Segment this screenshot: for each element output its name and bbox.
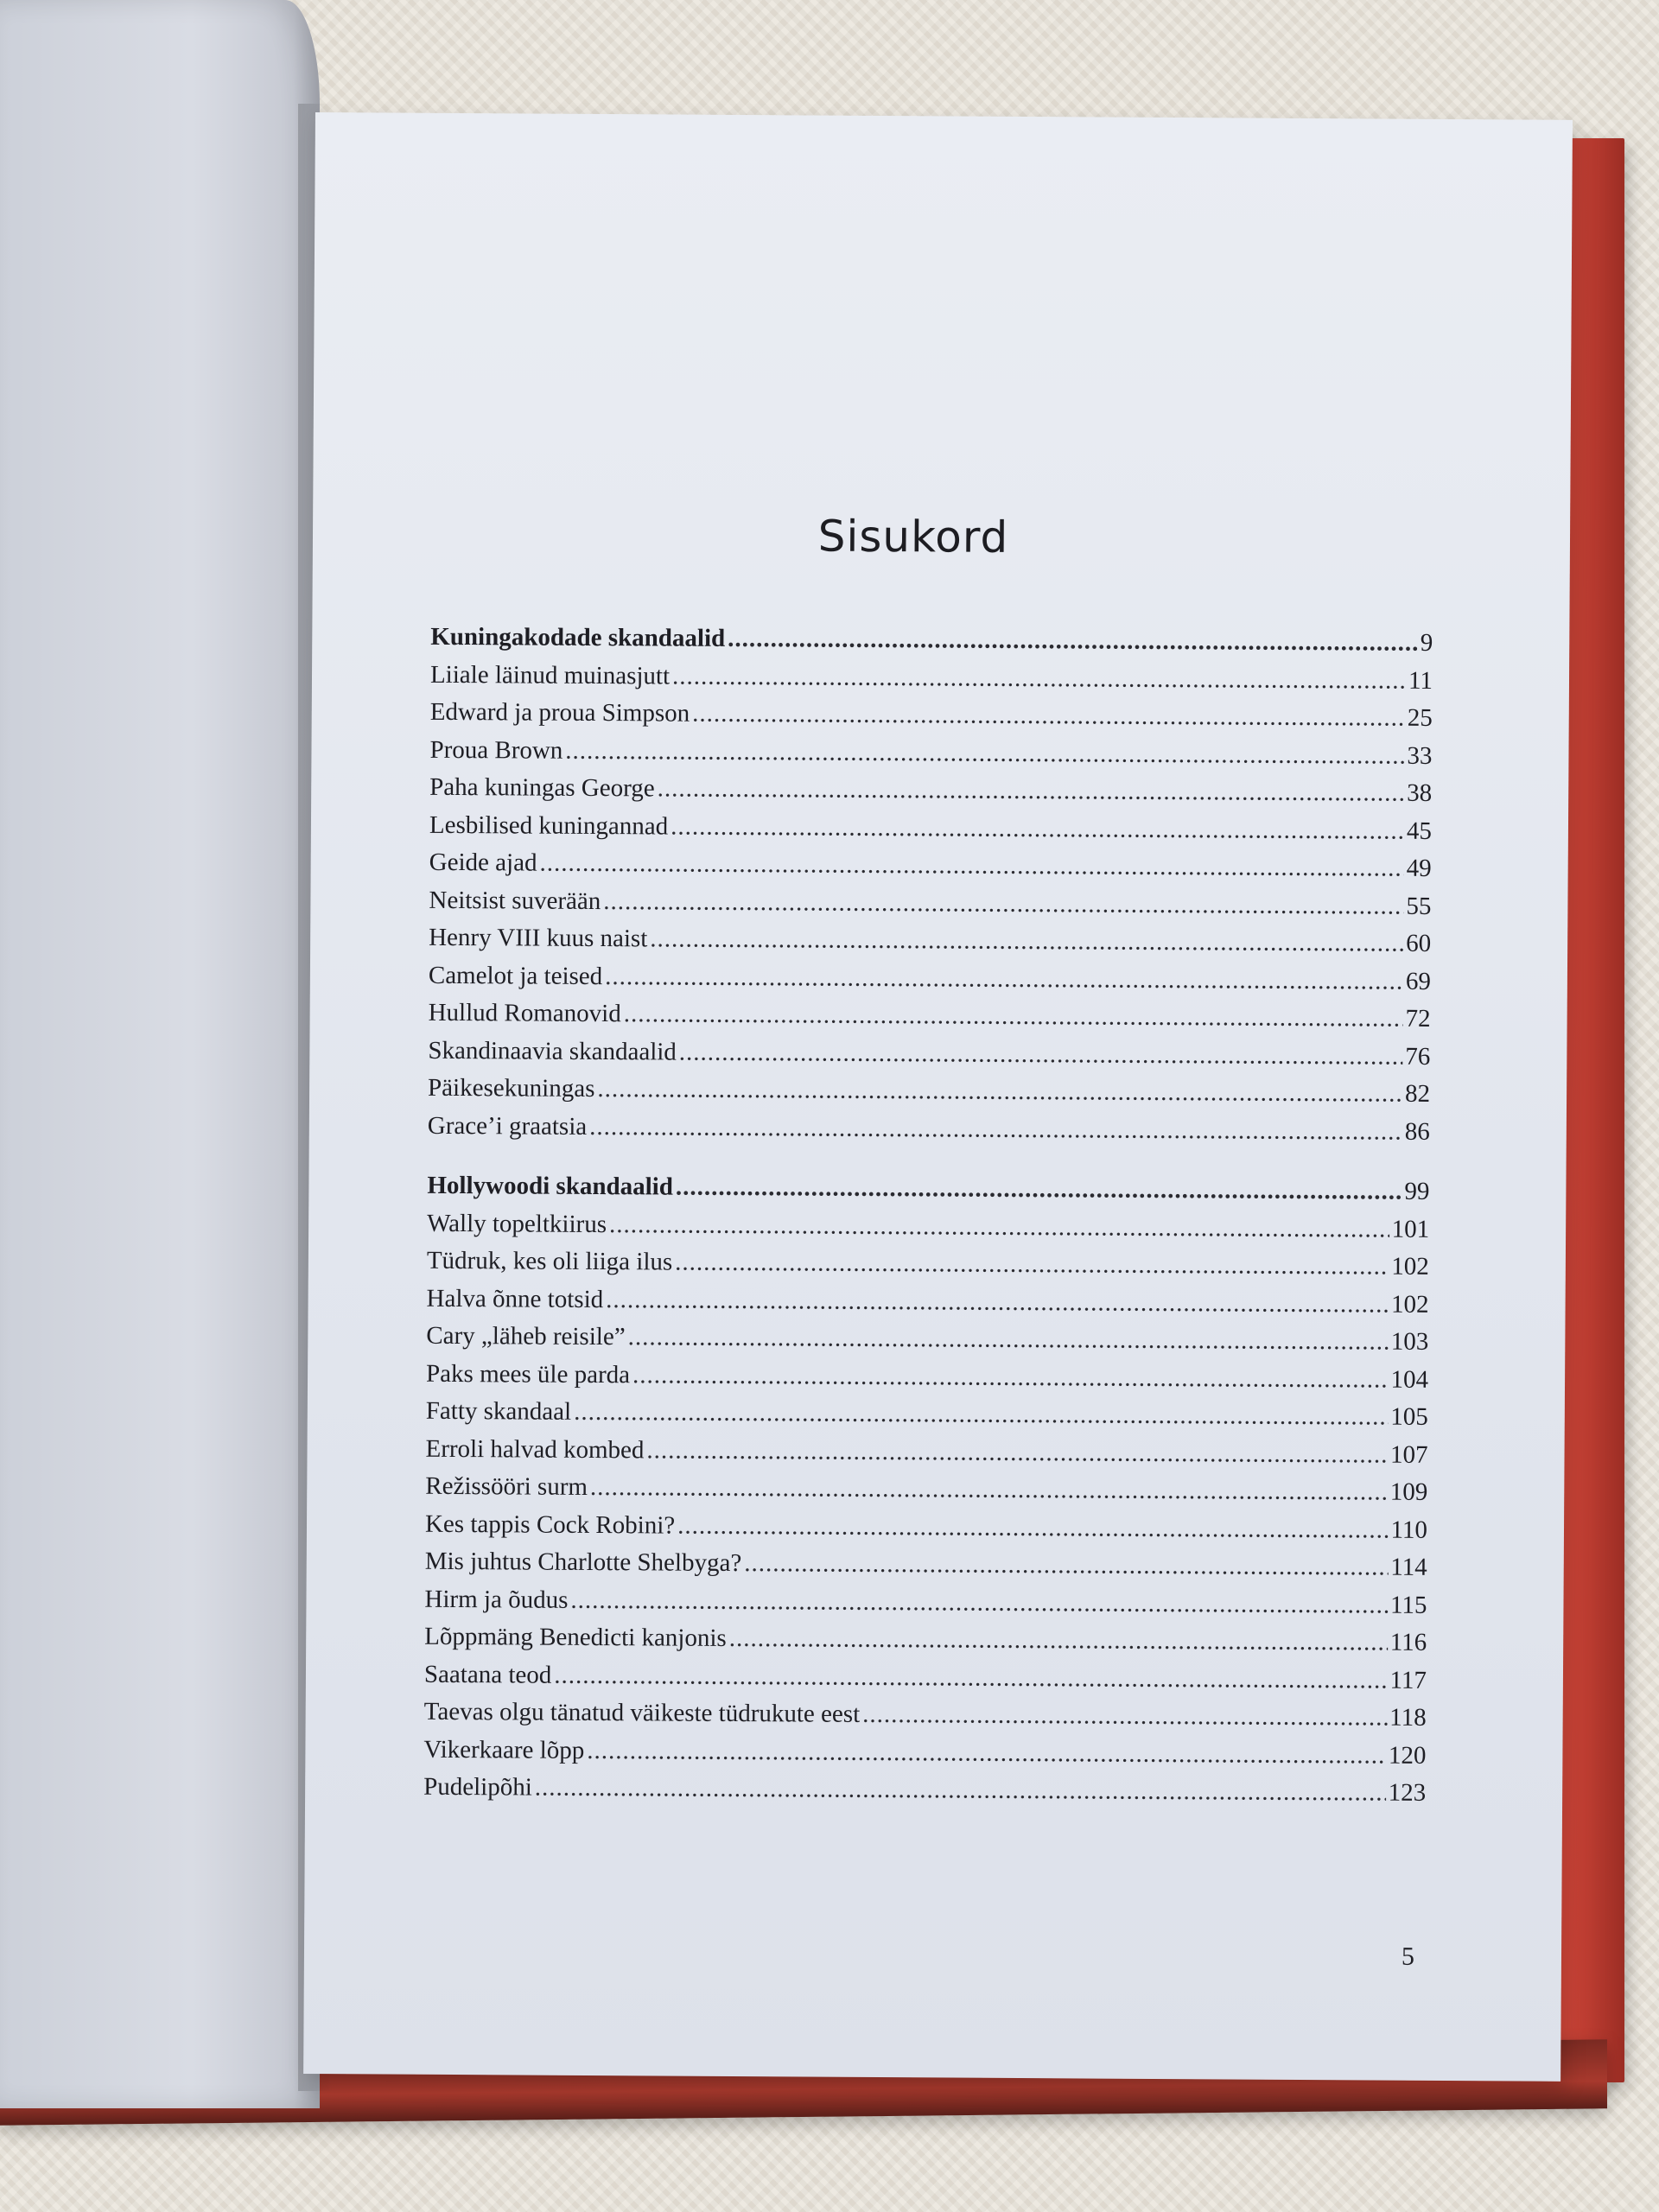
toc-entry-title: Kes tappis Cock Robini? xyxy=(424,1510,676,1540)
toc-entry-page: 11 xyxy=(1408,666,1433,695)
toc-entry xyxy=(430,656,1433,700)
leader-dots xyxy=(744,1545,1388,1586)
leader-dots xyxy=(587,1732,1386,1774)
toc-entry-page: 123 xyxy=(1388,1778,1427,1807)
toc-entry xyxy=(425,1543,1427,1587)
toc-entry-page: 49 xyxy=(1406,854,1432,882)
toc-entry-title: Halva õnne totsid xyxy=(426,1284,604,1313)
leader-dots xyxy=(574,1394,1388,1436)
toc-entry-page: 82 xyxy=(1404,1079,1431,1108)
toc-entry-title: Grace’i graatsia xyxy=(427,1111,588,1141)
leader-dots xyxy=(632,1357,1389,1399)
toc-entry-title: Vikerkaare lõpp xyxy=(423,1735,585,1764)
leader-dots xyxy=(554,1656,1387,1699)
toc-entry xyxy=(424,1656,1427,1700)
toc-entry-page: 101 xyxy=(1391,1215,1430,1243)
leader-dots xyxy=(672,658,1406,700)
toc-entry-page: 115 xyxy=(1389,1591,1427,1619)
toc-entry-title: Paks mees üle parda xyxy=(425,1359,631,1389)
toc-entry-page: 102 xyxy=(1391,1252,1429,1281)
leader-dots xyxy=(603,883,1403,925)
toc-entry-title: Cary „läheb reisile” xyxy=(426,1321,626,1351)
toc-section xyxy=(423,1167,1429,1813)
toc-entry-title: Liiale läinud muinasjutt xyxy=(429,660,671,690)
toc-entry-title: Neitsist suverään xyxy=(429,886,601,915)
toc-entry-title: Hirm ja õudus xyxy=(424,1585,569,1614)
toc-entry-page: 25 xyxy=(1407,703,1433,732)
toc-entry xyxy=(429,769,1432,813)
toc-entry-page: 99 xyxy=(1404,1177,1430,1205)
toc-entry-page: 102 xyxy=(1391,1290,1429,1319)
toc-entry-title: Hollywoodi skandaalid xyxy=(427,1171,673,1201)
leader-dots xyxy=(646,1432,1388,1474)
leader-dots xyxy=(605,958,1403,1001)
leader-dots xyxy=(627,1319,1388,1361)
toc-entry-page: 55 xyxy=(1406,892,1432,920)
leader-dots xyxy=(650,920,1403,963)
toc-entry xyxy=(424,1694,1427,1738)
toc-entry xyxy=(429,844,1432,888)
toc-entry xyxy=(427,1243,1429,1287)
page-title: Sisukord xyxy=(817,511,1009,563)
leader-dots xyxy=(657,770,1404,812)
leader-dots xyxy=(624,995,1403,1038)
toc-entry-title: Saatana teod xyxy=(423,1660,552,1689)
leader-dots xyxy=(589,1108,1402,1150)
leader-dots xyxy=(535,1770,1386,1813)
leader-dots xyxy=(675,1244,1389,1287)
leader-dots xyxy=(679,1033,1403,1076)
leader-dots xyxy=(692,696,1405,738)
toc-entry xyxy=(430,694,1433,738)
toc-entry-title: Lõppmäng Benedicti kanjonis xyxy=(424,1622,727,1652)
toc-entry-title: Paha kuningas George xyxy=(429,772,655,803)
toc-entry-page: 33 xyxy=(1407,741,1433,770)
toc-entry xyxy=(429,957,1431,1001)
toc-entry xyxy=(429,731,1432,775)
toc-entry xyxy=(424,1618,1427,1662)
leader-dots xyxy=(606,1281,1389,1324)
toc-section xyxy=(428,619,1433,1151)
toc-section-heading xyxy=(427,1167,1429,1211)
toc-entry xyxy=(424,1580,1427,1624)
toc-entry xyxy=(423,1731,1426,1775)
left-page xyxy=(0,0,320,2108)
leader-dots xyxy=(565,732,1404,774)
toc-entry-page: 38 xyxy=(1407,779,1433,807)
table-of-contents xyxy=(423,619,1433,1835)
toc-entry-title: Camelot ja teised xyxy=(428,961,603,990)
toc-entry xyxy=(429,919,1431,963)
toc-entry xyxy=(426,1280,1428,1324)
toc-entry-title: Henry VIII kuus naist xyxy=(429,923,648,953)
leader-dots xyxy=(597,1071,1402,1113)
leader-dots xyxy=(728,620,1418,662)
leader-dots xyxy=(671,808,1404,850)
toc-entry xyxy=(429,881,1431,925)
toc-entry-page: 103 xyxy=(1390,1327,1429,1356)
toc-entry-page: 104 xyxy=(1390,1365,1429,1394)
toc-entry-title: Päikesekuningas xyxy=(428,1073,595,1103)
toc-entry xyxy=(429,995,1431,1039)
toc-entry-title: Edward ja proua Simpson xyxy=(429,697,690,728)
leader-dots xyxy=(677,1507,1389,1549)
toc-entry xyxy=(425,1468,1427,1512)
toc-entry-page: 69 xyxy=(1405,967,1431,995)
toc-section-heading xyxy=(430,619,1433,663)
toc-entry-page: 116 xyxy=(1389,1628,1427,1656)
toc-entry-page: 60 xyxy=(1406,929,1432,957)
toc-entry-title: Geide ajad xyxy=(429,848,537,877)
leader-dots xyxy=(676,1169,1402,1211)
toc-entry-page: 110 xyxy=(1390,1516,1428,1544)
toc-entry xyxy=(423,1769,1426,1813)
page-number: 5 xyxy=(1401,1942,1415,1971)
toc-entry-title: Mis juhtus Charlotte Shelbyga? xyxy=(424,1547,742,1578)
right-page xyxy=(303,112,1573,2082)
leader-dots xyxy=(590,1469,1388,1511)
toc-entry-title: Fatty skandaal xyxy=(425,1396,572,1426)
toc-entry-page: 118 xyxy=(1389,1703,1427,1732)
toc-entry-title: Tüdruk, kes oli liiga ilus xyxy=(426,1246,673,1276)
toc-entry-page: 72 xyxy=(1405,1004,1431,1033)
toc-entry-page: 109 xyxy=(1389,1478,1428,1506)
toc-entry xyxy=(428,1032,1430,1076)
leader-dots xyxy=(570,1581,1388,1624)
toc-entry-title: Lesbilised kuningannad xyxy=(429,810,669,841)
leader-dots xyxy=(539,845,1403,888)
toc-entry-title: Wally topeltkiirus xyxy=(427,1209,607,1238)
toc-entry-page: 45 xyxy=(1406,817,1433,845)
leader-dots xyxy=(862,1696,1387,1737)
toc-entry-page: 105 xyxy=(1390,1402,1428,1431)
toc-entry xyxy=(429,806,1432,850)
toc-entry xyxy=(426,1318,1428,1362)
toc-entry-page: 114 xyxy=(1390,1553,1427,1581)
leader-dots xyxy=(609,1206,1389,1249)
toc-entry-page: 76 xyxy=(1405,1042,1431,1071)
toc-entry-title: Proua Brown xyxy=(429,735,563,765)
toc-entry xyxy=(428,1070,1430,1114)
toc-entry-title: Skandinaavia skandaalid xyxy=(428,1036,677,1066)
toc-entry xyxy=(426,1393,1428,1437)
toc-entry-title: Taevas olgu tänatud väikeste tüdrukute eest xyxy=(423,1697,861,1728)
leader-dots xyxy=(729,1620,1388,1662)
toc-entry-page: 9 xyxy=(1420,628,1433,657)
toc-entry-title: Erroli halvad kombed xyxy=(425,1434,645,1464)
toc-entry-page: 107 xyxy=(1389,1440,1428,1469)
toc-entry xyxy=(427,1205,1429,1249)
toc-entry-page: 86 xyxy=(1404,1117,1430,1146)
toc-entry-title: Kuningakodade skandaalid xyxy=(430,622,726,652)
toc-entry xyxy=(425,1505,1427,1549)
toc-entry xyxy=(426,1355,1428,1399)
toc-entry-title: Hullud Romanovid xyxy=(428,998,621,1028)
toc-entry-title: Pudelipõhi xyxy=(423,1772,532,1802)
toc-entry xyxy=(428,1107,1430,1151)
toc-entry-page: 120 xyxy=(1388,1741,1427,1770)
toc-entry-title: Režissööri surm xyxy=(425,1471,588,1501)
toc-entry xyxy=(425,1430,1427,1474)
toc-entry-page: 117 xyxy=(1389,1666,1427,1694)
